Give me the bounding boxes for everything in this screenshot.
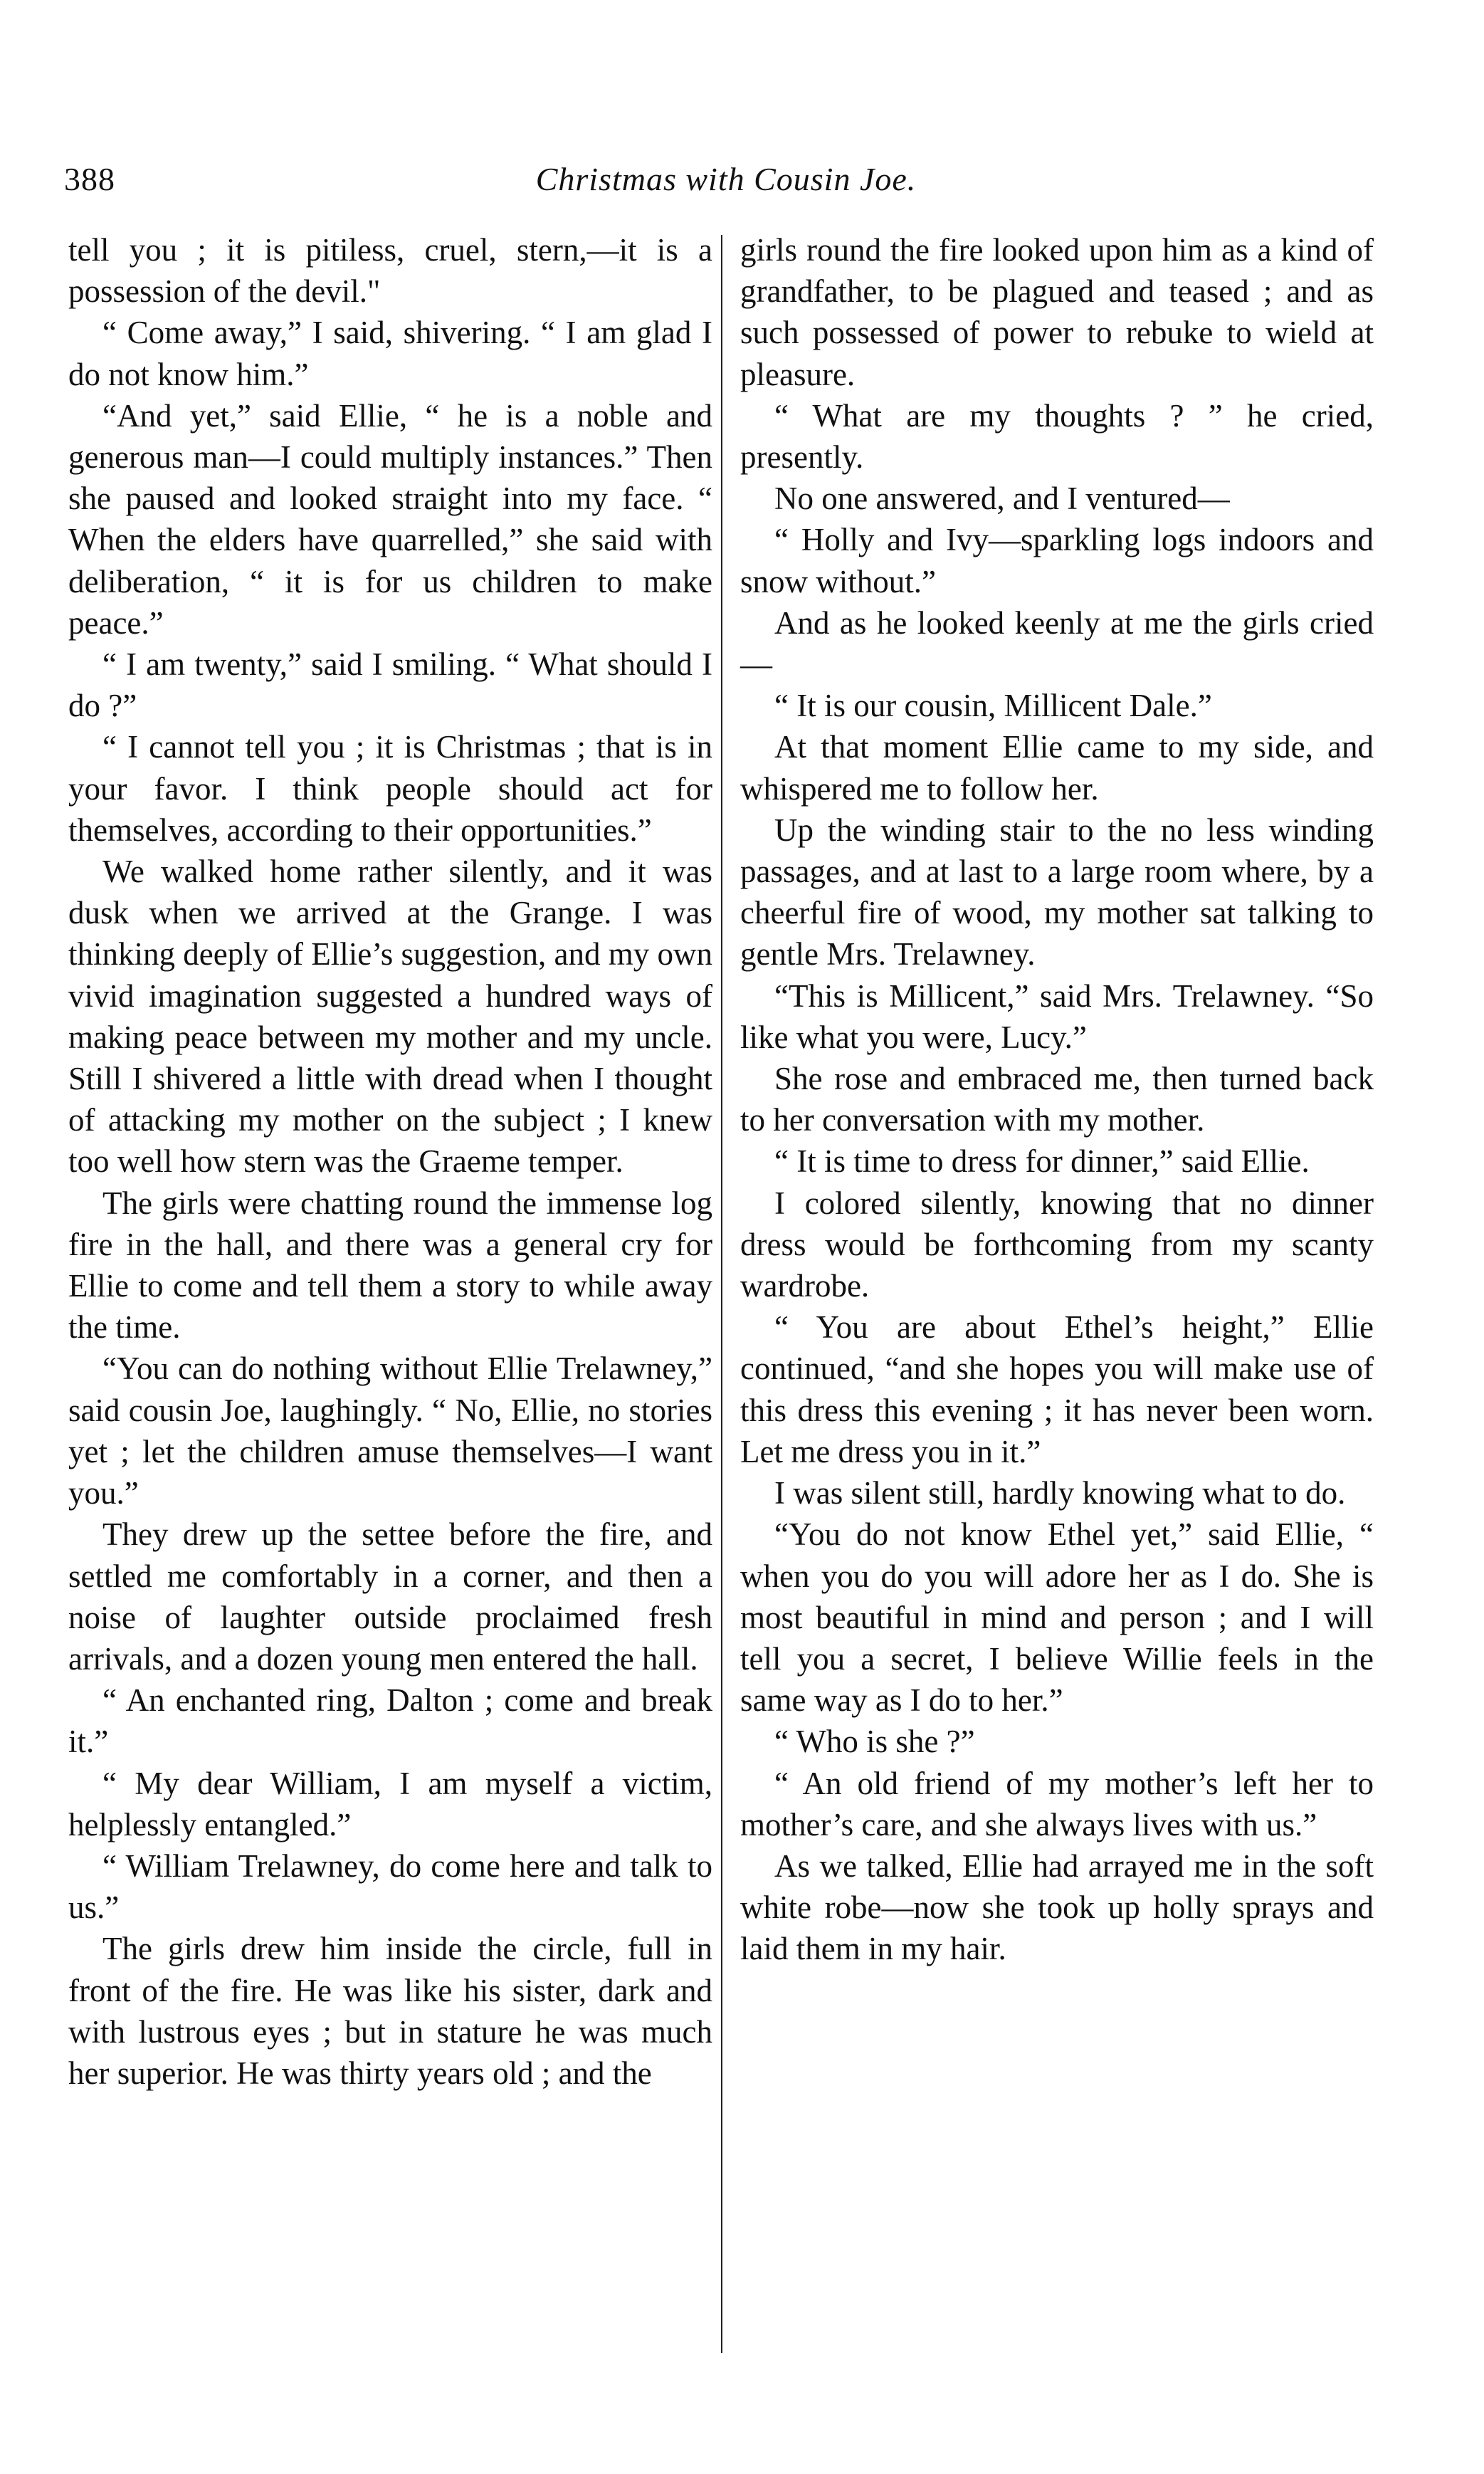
- paragraph: “ My dear William, I am myself a victim, helplessly entangled.”: [68, 1765, 712, 1843]
- page-number: 388: [64, 161, 115, 197]
- page-header: [64, 160, 1388, 210]
- paragraph: And as he looked keenly at me the girls cried—: [740, 604, 1374, 683]
- paragraph: “You do not know Ethel yet,” said Ellie, “ when you do you will adore her as I do. She is most beautiful in mind and person ; and I will tell you a secret, I believe Willie feels in the same way as I do to her.”: [740, 1516, 1374, 1719]
- paragraph: “ It is time to dress for dinner,” said Ellie.: [774, 1143, 1310, 1180]
- left-text-column: [68, 229, 712, 2094]
- paragraph: At that moment Ellie came to my side, and whispered me to follow her.: [740, 729, 1374, 807]
- paragraph: “ William Trelawney, do come here and talk to us.”: [68, 1847, 712, 1926]
- paragraph: “ I am twenty,” said I smiling. “ What should I do ?”: [68, 646, 712, 724]
- paragraph: “You can do nothing without Ellie Trelawney,” said cousin Joe, laughingly. “ No, Ellie, no stories yet ; let the children amuse themselves—I want you.”: [68, 1351, 712, 1511]
- paragraph: “ What are my thoughts ? ” he cried, presently.: [740, 397, 1374, 476]
- paragraph: As we talked, Ellie had arrayed me in the soft white robe—now she took up holly sprays and laid them in my hair.: [740, 1847, 1374, 1967]
- paragraph: “ Come away,” I said, shivering. “ I am glad I do not know him.”: [68, 315, 712, 392]
- paragraph: “ An enchanted ring, Dalton ; come and break it.”: [68, 1682, 712, 1760]
- paragraph: “ You are about Ethel’s height,” Ellie continued, “and she hopes you will make use of this dress this evening ; it has never been worn. Let me dress you in it.”: [740, 1309, 1374, 1469]
- paragraph: “ Holly and Ivy—sparkling logs indoors and snow without.”: [740, 522, 1374, 599]
- paragraph: tell you ; it is pitiless, cruel, stern,—it is a possession of the devil.": [68, 232, 712, 310]
- paragraph: The girls drew him inside the circle, full in front of the fire. He was like his sister, dark and with lustrous eyes ; but in stature he was much her superior. He was thirty years old ; and the: [68, 1931, 712, 2091]
- paragraph: No one answered, and I ventured—: [774, 481, 1230, 517]
- paragraph: “ An old friend of my mother’s left her to mother’s care, and she always lives with us.”: [740, 1765, 1374, 1843]
- paragraph: They drew up the settee before the fire, and settled me comfortably in a corner, and then a noise of laughter outside proclaimed fresh arrivals, and a dozen young men entered the hall.: [68, 1516, 712, 1677]
- paragraph: “This is Millicent,” said Mrs. Trelawney. “So like what you were, Lucy.”: [740, 977, 1374, 1055]
- paragraph: “ I cannot tell you ; it is Christmas ; that is in your favor. I think people should act for themselves, according to their opportunities.”: [68, 729, 712, 848]
- paragraph: “ Who is she ?”: [774, 1724, 975, 1760]
- paragraph: “ It is our cousin, Millicent Dale.”: [774, 688, 1212, 724]
- column-divider: [721, 235, 722, 2353]
- right-text-column: [740, 229, 1374, 1970]
- paragraph: Up the winding stair to the no less winding passages, and at last to a large room where, by a cheerful fire of wood, my mother sat talking to gentle Mrs. Trelawney.: [740, 812, 1374, 973]
- paragraph: I colored silently, knowing that no dinner dress would be forthcoming from my scanty wardrobe.: [740, 1185, 1374, 1304]
- running-title: Christmas with Cousin Joe.: [535, 161, 917, 197]
- paragraph: She rose and embraced me, then turned back to her conversation with my mother.: [740, 1061, 1374, 1138]
- paragraph: “And yet,” said Ellie, “ he is a noble and generous man—I could multiply instances.” Then she paused and looked straight into my face. “ When the elders have quarrelled,” she said with deliberation, “ it is for us children to make peace.”: [68, 397, 712, 641]
- paragraph: We walked home rather silently, and it was dusk when we arrived at the Grange. I was thinking deeply of Ellie’s suggestion, and my own vivid imagination suggested a hundred ways of making peace between my mother and my uncle. Still I shivered a little with dread when I thought of attacking my mother on the subject ; I knew too well how stern was the Graeme temper.: [68, 854, 712, 1180]
- paragraph: The girls were chatting round the immense log fire in the hall, and there was a general cry for Ellie to come and tell them a story to while away the time.: [68, 1185, 712, 1346]
- paragraph: girls round the fire looked upon him as a kind of grandfather, to be plagued and teased ; and as such possessed of power to rebuke to wield at pleasure.: [740, 232, 1374, 392]
- paragraph: I was silent still, hardly knowing what to do.: [774, 1475, 1346, 1511]
